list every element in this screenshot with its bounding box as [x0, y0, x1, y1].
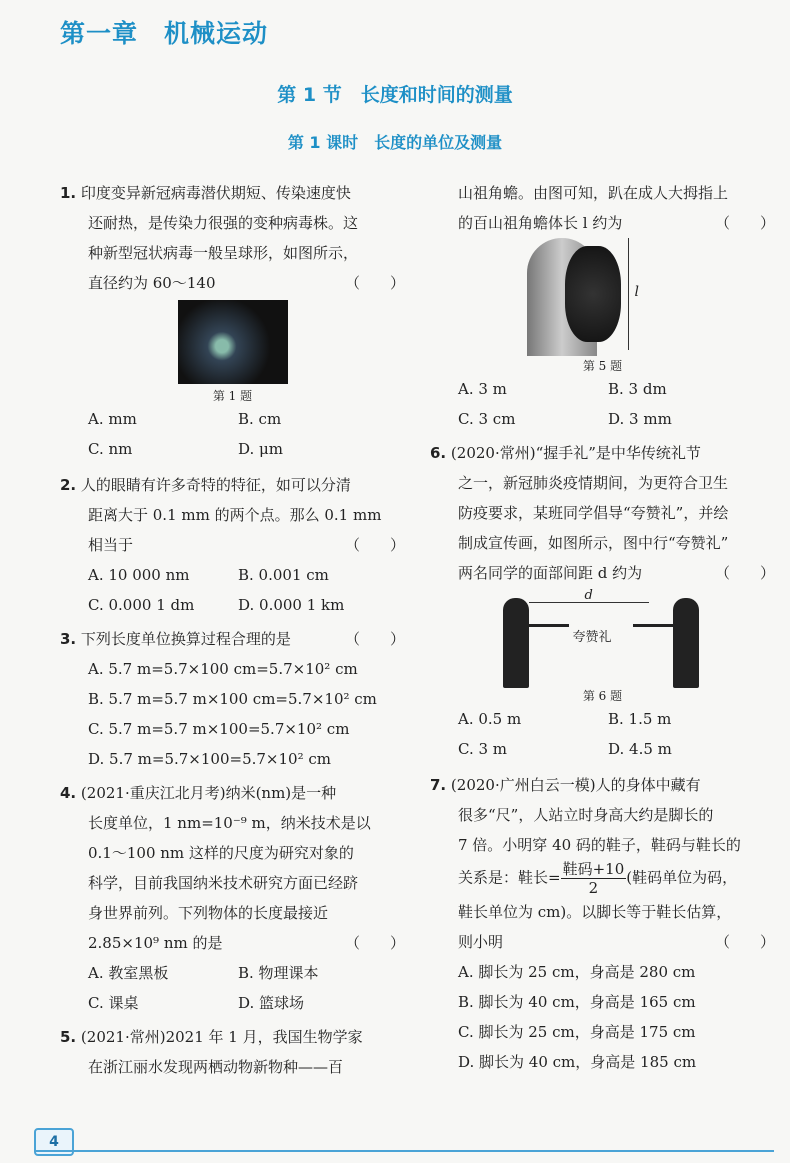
- option-c[interactable]: C. 3 cm: [458, 410, 516, 428]
- answer-bracket: （ ）: [344, 274, 405, 292]
- arm-left: [529, 624, 569, 627]
- lesson-title: 第 1 课时 长度的单位及测量: [287, 133, 503, 152]
- figure-caption: 第 5 题: [582, 359, 623, 373]
- question-5-start: 5. (2021·常州)2021 年 1 月，我国生物学家 在浙江丽水发现两栖动物新物种——百: [60, 1028, 363, 1076]
- option-a[interactable]: A. 脚长为 25 cm，身高是 280 cm: [458, 963, 696, 981]
- arm-right: [633, 624, 673, 627]
- option-d[interactable]: D. μm: [238, 440, 283, 458]
- answer-bracket: （ ）: [714, 933, 775, 951]
- options: [60, 560, 405, 620]
- question-1: 1. 印度变异新冠病毒潜伏期短、传染速度快 还耐热，是传染力很强的变种病毒株。这 种新型冠状病毒一般呈球形，如图所示， 直径约为 60～140 （ ） 第 1 题 A. mm B. cm C. nm D. μm: [60, 178, 405, 464]
- option-b[interactable]: B. 0.001 cm: [238, 566, 329, 584]
- person-right: [673, 598, 699, 688]
- right-column: [430, 178, 775, 1077]
- praise-label: 夸赞礼: [572, 630, 612, 645]
- answer-bracket: （ ）: [344, 934, 405, 952]
- option-c[interactable]: C. 3 m: [458, 740, 508, 758]
- question-7: 7. (2020·广州白云一模)人的身体中藏有 很多“尺”，人站立时身高大约是脚长的 7 倍。小明穿 40 码的鞋子，鞋码与鞋长的 关系是：鞋长= $\frac{\text{鞋码+10}}{2}$ (鞋码单位为码， 鞋长单位为 cm)。以脚长等于鞋长估算， 则小明 （ ） A. 脚长为 25 cm，身高是 280 cm B. 脚长为 40 cm，身高是 165 cm C. 脚长为 25 cm，身高是 175 cm D. 脚长为 40 cm，身高是 185 cm: [430, 770, 775, 1077]
- answer-bracket: （ ）: [714, 564, 775, 582]
- option-d[interactable]: D. 5.7 m=5.7×100=5.7×10² cm: [88, 750, 331, 768]
- question-number: 1.: [60, 184, 77, 202]
- virus-image: [178, 300, 288, 384]
- option-d[interactable]: D. 3 mm: [608, 410, 672, 428]
- option-b[interactable]: B. 3 dm: [608, 380, 667, 398]
- answer-bracket: （ ）: [344, 630, 405, 648]
- options: [430, 374, 775, 434]
- option-b[interactable]: B. 1.5 m: [608, 710, 672, 728]
- page-number: 4: [34, 1128, 74, 1156]
- question-4: 4. (2021·重庆江北月考)纳米(nm)是一种 长度单位，1 nm=10⁻⁹ m，纳米技术是以 0.1～100 nm 这样的尺度为研究对象的 科学，目前我国纳米技术研究方面已经跻 身世界前列。下列物体的长度最接近 2.85×10⁹ nm 的是 （ ） A. 教室黑板 B. 物理课本 C. 课桌 D. 篮球场: [60, 778, 405, 1018]
- figure-1: [60, 298, 405, 404]
- figure-5: [430, 238, 775, 374]
- option-c[interactable]: C. 脚长为 25 cm，身高是 175 cm: [458, 1023, 696, 1041]
- footer-rule: [34, 1150, 774, 1152]
- option-d[interactable]: D. 篮球场: [238, 994, 305, 1012]
- formula-line: 关系是：鞋长= $\frac{\text{鞋码+10}}{2}$ (鞋码单位为码，: [458, 860, 738, 897]
- thumb-toad-image: [523, 238, 683, 358]
- option-c[interactable]: C. 课桌: [88, 994, 139, 1012]
- length-label: l: [634, 284, 639, 300]
- option-d[interactable]: D. 0.000 1 km: [238, 596, 345, 614]
- option-b[interactable]: B. 物理课本: [238, 964, 319, 982]
- option-c[interactable]: C. nm: [88, 440, 133, 458]
- option-c[interactable]: C. 5.7 m=5.7 m×100=5.7×10² cm: [88, 720, 350, 738]
- praise-salute-image: [493, 588, 713, 688]
- question-3: 3. 下列长度单位换算过程合理的是 （ ） A. 5.7 m=5.7×100 cm=5.7×10² cm B. 5.7 m=5.7 m×100 cm=5.7×10² cm C. 5.7 m=5.7 m×100=5.7×10² cm D. 5.7 m=5.7×100=5.7×10² cm: [60, 624, 405, 774]
- toad-shape: [565, 246, 621, 342]
- question-6: 6. (2020·常州)“握手礼”是中华传统礼节 之一，新冠肺炎疫情期间，为更符合卫生 防疫要求，某班同学倡导“夸赞礼”，并绘 制成宣传画，如图所示，图中行“夸赞礼” 两名同学的面部间距 d 约为 （ ） d 夸赞礼 第 6 题 A. 0.5 m B. 1.5 m C. 3 m D. 4.5 m: [430, 438, 775, 764]
- option-b[interactable]: B. 5.7 m=5.7 m×100 cm=5.7×10² cm: [88, 690, 377, 708]
- fraction: $\frac{\text{鞋码+10}}{2}$: [562, 860, 625, 897]
- section-title: 第 1 节 长度和时间的测量: [277, 84, 513, 106]
- option-d[interactable]: D. 4.5 m: [608, 740, 672, 758]
- option-a[interactable]: A. 0.5 m: [458, 710, 522, 728]
- figure-caption: 第 6 题: [582, 689, 623, 703]
- question-5-cont: 山祖角蟾。由图可知，趴在成人大拇指上 的百山祖角蟾体长 l 约为 （ ） l 第 5 题 A. 3 m B. 3 dm C. 3 cm D. 3 mm: [430, 178, 775, 434]
- option-a[interactable]: A. mm: [88, 410, 137, 428]
- option-b[interactable]: B. cm: [238, 410, 282, 428]
- option-a[interactable]: A. 10 000 nm: [88, 566, 190, 584]
- distance-label: d: [584, 588, 593, 603]
- option-a[interactable]: A. 3 m: [458, 380, 507, 398]
- option-c[interactable]: C. 0.000 1 dm: [88, 596, 195, 614]
- answer-bracket: （ ）: [344, 536, 405, 554]
- question-2: 2. 人的眼睛有许多奇特的特征，如可以分清 距离大于 0.1 mm 的两个点。那么 0.1 mm 相当于 （ ） A. 10 000 nm B. 0.001 cm C. 0.000 1 dm D. 0.000 1 km: [60, 470, 405, 620]
- figure-6: [430, 588, 775, 704]
- option-a[interactable]: A. 教室黑板: [88, 964, 169, 982]
- option-a[interactable]: A. 5.7 m=5.7×100 cm=5.7×10² cm: [88, 660, 358, 678]
- options: [60, 958, 405, 1018]
- option-d[interactable]: D. 脚长为 40 cm，身高是 185 cm: [458, 1053, 697, 1071]
- options: [60, 404, 405, 464]
- figure-caption: 第 1 题: [212, 389, 253, 403]
- chapter-title: 第一章 机械运动: [60, 19, 269, 48]
- length-marker: [628, 238, 629, 350]
- options: [430, 704, 775, 764]
- left-column: [60, 178, 405, 1082]
- person-left: [503, 598, 529, 688]
- option-b[interactable]: B. 脚长为 40 cm，身高是 165 cm: [458, 993, 696, 1011]
- answer-bracket: （ ）: [714, 214, 775, 232]
